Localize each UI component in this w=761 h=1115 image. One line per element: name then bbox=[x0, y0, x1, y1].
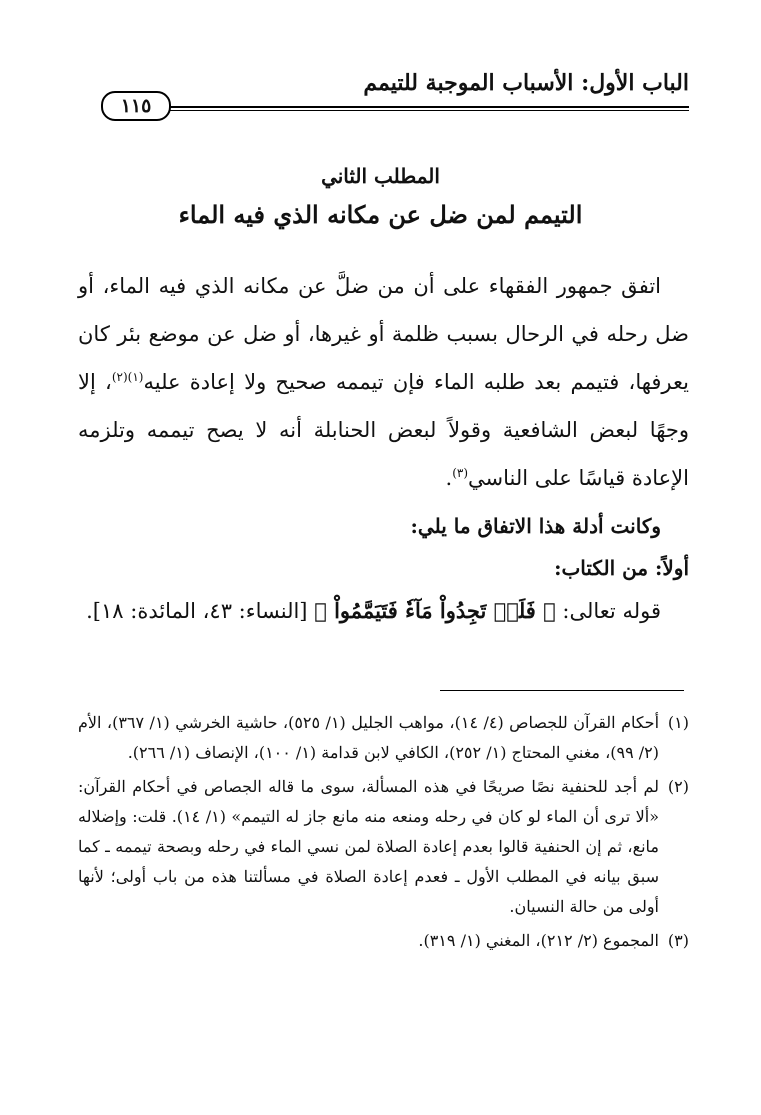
section-subtitle: المطلب الثاني bbox=[321, 164, 440, 188]
footnote-separator bbox=[440, 690, 684, 691]
footnote-3 bbox=[78, 926, 689, 956]
running-title: الباب الأول: الأسباب الموجبة للتيمم bbox=[363, 70, 689, 96]
footnotes bbox=[78, 708, 689, 960]
verse-line bbox=[86, 598, 661, 623]
section-title: التيمم لمن ضل عن مكانه الذي فيه الماء bbox=[178, 200, 583, 229]
verse-reference: [النساء: ٤٣، المائدة: ١٨]. bbox=[86, 599, 315, 623]
footnote-text: لم أجد للحنفية نصًا صريحًا في هذه المسألة، سوى ما قاله الجصاص في أحكام القرآن: «ألا ترى أن الماء لو كان في رحله ومنعه منه مانع جاز له التيمم» (١/ ١٤). قلت: وإضلاله مانع، ثم إن الحنفية قالوا بعدم إعادة الصلاة لمن نسي الماء في رحله وبصحة تيممه ـ كما سبق بيانه في المطلب الأول ـ فعدم إعادة الصلاة في مسألتنا هذه من باب أولى؛ لأنها أولى من حالة النسيان. bbox=[78, 777, 659, 916]
evidence-heading: أولاً: من الكتاب: bbox=[554, 556, 689, 580]
footnote-text: أحكام القرآن للجصاص (٤/ ١٤)، مواهب الجليل (١/ ٥٢٥)، حاشية الخرشي (١/ ٣٦٧)، الأم (٢/ ٩٩)، مغني المحتاج (١/ ٢٥٢)، الكافي لابن قدامة (١/ ١٠٠)، الإنصاف (١/ ٢٦٦). bbox=[78, 713, 660, 762]
footnote-2 bbox=[78, 772, 689, 922]
footnote-number: (٣) bbox=[667, 931, 689, 950]
footnote-1 bbox=[78, 708, 689, 768]
paragraph-1-end: . bbox=[445, 466, 453, 490]
quran-verse: ﴿ فَلَمۡ تَجِدُواْ مَآءٗ فَتَيَمَّمُواْ ﴾ bbox=[314, 598, 556, 623]
footnote-ref-1-2: (١)(٢) bbox=[111, 370, 144, 384]
footnote-ref-3: (٣) bbox=[452, 466, 469, 480]
footnote-number: (١) bbox=[667, 713, 689, 732]
paragraph-1 bbox=[78, 262, 689, 502]
verse-lead: قوله تعالى: bbox=[555, 599, 661, 623]
evidence-intro: وكانت أدلة هذا الاتفاق ما يلي: bbox=[410, 514, 661, 538]
body-text bbox=[78, 262, 689, 502]
paragraph-1-cont: ، إلا وجهًا لبعض الشافعية وقولاً لبعض الحنابلة أنه لا يصح تيممه وتلزمه الإعادة قياسًا على الناسي bbox=[78, 370, 689, 490]
header-rule bbox=[168, 106, 689, 111]
footnote-text: المجموع (٢/ ٢١٢)، المغني (١/ ٣١٩). bbox=[418, 931, 659, 950]
page-number: ١١٥ bbox=[101, 91, 171, 121]
paragraph-1-text: اتفق جمهور الفقهاء على أن من ضلَّ عن مكانه الذي فيه الماء، أو ضل رحله في الرحال بسبب ظلمة أو غيرها، أو ضل عن موضع بئر كان يعرفها، فتيمم بعد طلبه الماء فإن تيممه صحيح ولا إعادة عليه bbox=[78, 274, 689, 394]
footnote-number: (٢) bbox=[667, 777, 689, 796]
